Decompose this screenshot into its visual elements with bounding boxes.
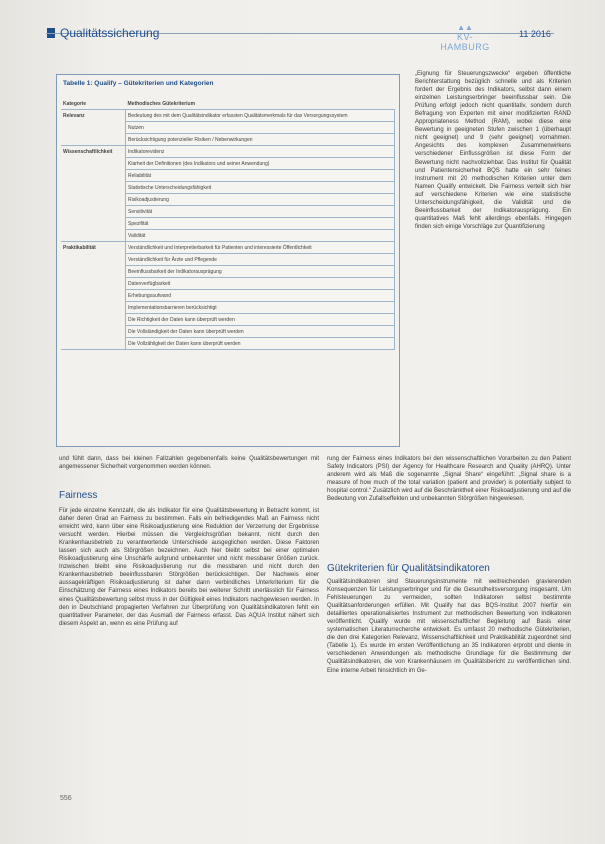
table-row bbox=[61, 170, 395, 182]
table-row bbox=[61, 338, 395, 350]
table-row bbox=[61, 218, 395, 230]
criterion-cell: Nutzen bbox=[126, 122, 395, 134]
criterion-cell: Die Vollständigkeit der Daten kann überprüft werden bbox=[126, 326, 395, 338]
category-cell bbox=[61, 134, 126, 146]
category-cell bbox=[61, 218, 126, 230]
criterion-cell: Klarheit der Definitionen (des Indikators und seiner Anwendung) bbox=[126, 158, 395, 170]
table-row bbox=[61, 254, 395, 266]
table-row bbox=[61, 194, 395, 206]
criterion-cell: Indikatorevidenz bbox=[126, 146, 395, 158]
table-row bbox=[61, 110, 395, 122]
page-number: 556 bbox=[60, 795, 72, 802]
criterion-cell: Statistische Unterscheidungsfähigkeit bbox=[126, 182, 395, 194]
category-cell: Wissenschaftlichkeit bbox=[63, 148, 113, 155]
heading-guetekriterien: Gütekriterien für Qualitätsindikatoren bbox=[327, 563, 490, 574]
criterion-cell: Verständlichkeit und Interpretierbarkeit für Patienten und interessierte Öffentlichkeit bbox=[126, 242, 395, 254]
criterion-cell: Validität bbox=[126, 230, 395, 242]
table-row bbox=[61, 302, 395, 314]
table-1 bbox=[56, 74, 400, 447]
category-cell bbox=[61, 194, 126, 206]
left-column-fairness-text: Für jede einzelne Kennzahl, die als Indikator für eine Qualitätsbewertung in Betracht kommt, ist daher deren Grad an Fairness zu bestimmen. Falls ein befriedigendes Maß an Fairness nicht erreicht wird, kann über eine Risikoadjustierung eine Reduktion der Verzerrung der Ergebnisse versucht werden. Hierbei müssen die Vergleichsgrößen bekannt, nicht durch den Krankenhausbetrieb zu verantwortende Unterschiede ausgeglichen werden. Diese Faktoren lassen sich auch als Störgrößen bezeichnen. Auch hier bleibt selbst bei einer optimalen Risikoadjustierung eine Unschärfe aufgrund unbekannter und nicht messbarer Größen zurück. Inzwischen bleibt eine Risikoadjustierung nur die messbaren und nicht durch den Krankenhausbetrieb beeinflussbaren Störgrößen berücksichtigen. Der Nachweis einer aussagekräftigen Risikoadjustierung ist daher dann verbindliches Unterkriterium für die Einschätzung der Fairness eines Indikators bereits bei weiterer Schritt unerlässlich für Fairness eines Qualitätsbewertung selbst muss in der Gültigkeit eines Indikators nachgewiesen werden. In den in Deutschland propagierten Verfahren zur Überprüfung von Qualitätsindikatoren fehlt ein quantitativer Parameter, der das Ausmaß der Fairness erfasst. Das AQUA Institut nähert sich diesem Aspekt an, wenn es eine Prüfung auf bbox=[59, 508, 319, 627]
table-row bbox=[61, 266, 395, 278]
journal-logo bbox=[435, 24, 495, 52]
criterion-cell: Erhebungsaufwand bbox=[126, 290, 395, 302]
logo-text: KV-HAMBURG bbox=[440, 32, 490, 52]
category-cell bbox=[61, 302, 126, 314]
table-row bbox=[61, 278, 395, 290]
category-cell bbox=[61, 170, 126, 182]
section-title: Qualitätssicherung bbox=[60, 26, 160, 40]
category-cell bbox=[61, 158, 126, 170]
table-header-row bbox=[61, 99, 395, 110]
category-cell bbox=[61, 278, 126, 290]
category-cell bbox=[61, 326, 126, 338]
criterion-cell: Spezifität bbox=[126, 218, 395, 230]
criterion-cell: Beeinflussbarkeit der Indikatorausprägung bbox=[126, 266, 395, 278]
table-row bbox=[61, 122, 395, 134]
criterion-cell: Risikoadjustierung bbox=[126, 194, 395, 206]
category-cell: Relevanz bbox=[63, 112, 85, 119]
table-row bbox=[61, 242, 395, 254]
category-cell bbox=[61, 206, 126, 218]
issue-number: 11 2016 bbox=[519, 29, 551, 39]
criterion-cell: Die Richtigkeit der Daten kann überprüft werden bbox=[126, 314, 395, 326]
table-row bbox=[61, 146, 395, 158]
logo-icon: ▲▲ bbox=[457, 23, 473, 32]
left-column-intro-text: und fühlt dann, dass bei kleinen Fallzahlen gegebenenfalls keine Qualitätsbewertungen mit angemessener Sicherheit vorgenommen werden können. bbox=[59, 456, 319, 471]
right-column-middle-text: rung der Fairness eines Indikators bei den wissenschaftlichen Vorarbeiten zu den Patient Safety Indicators (PSI) der Agency for Healthcare Research and Quality (AHRQ). Unter anderem wird als Maß die sogenannte „Signal Share“ eingeführt: „Signal share is a measure of how much of the total variation (patient and provider) is potentially subject to hospital control.“ Zusätzlich wird auf die Beschränktheit einer Risikoadjustierung und auf die Bedeutung von Zufallseffekten und unbekannten Störgrößen hingewiesen. bbox=[327, 456, 571, 503]
criterion-cell: Bedeutung des mit dem Qualitätsindikator erfassten Qualitätsmerkmals für das Versorgungssystem bbox=[126, 110, 395, 122]
table-row bbox=[61, 326, 395, 338]
category-cell bbox=[61, 182, 126, 194]
right-column-bottom-text: Qualitätsindikatoren sind Steuerungsinstrumente mit weitreichenden gravierenden Konsequenzen für Leistungserbringer und für die Gesundheitsversorgung insgesamt. Um Fehlsteuerungen zu vermeiden, sollten Indikatoren selbst bestimmte Qualitätsanforderungen erfüllen. Mit Qualify hat das BQS-Institut 2007 hierfür ein detailliertes operationalisiertes Instrument zur methodischen Bewertung von Indikatoren veröffentlicht. Qualify wurde mit wissenschaftlicher Begleitung auf Basis einer systematischen Literaturrecherche entwickelt. Es umfasst 20 methodische Gütekriterien, die den drei Kategorien Relevanz, Wissenschaftlichkeit und Praktikabilität zugeordnet sind (Tabelle 1). Es wurde im ersten Veröffentlichung an 35 Indikatoren erprobt und diente in verschiedenen Anwendungen als methodische Grundlage für die Bestimmung der Qualitätsindikatoren, die von Krankenhäusern im Qualitätsbericht zu veröffentlichen sind. Eine interne Arbeit hinsichtlich im Ge- bbox=[327, 579, 571, 674]
category-cell bbox=[61, 290, 126, 302]
heading-fairness: Fairness bbox=[59, 490, 98, 501]
criterion-cell: Reliabilität bbox=[126, 170, 395, 182]
criteria-table bbox=[61, 99, 395, 350]
category-cell: Praktikabilität bbox=[63, 244, 96, 251]
criterion-cell: Sensitivität bbox=[126, 206, 395, 218]
criterion-cell: Implementationsbarrieren berücksichtigt bbox=[126, 302, 395, 314]
criterion-cell: Verständlichkeit für Ärzte und Pflegende bbox=[126, 254, 395, 266]
category-cell bbox=[61, 266, 126, 278]
table-row bbox=[61, 206, 395, 218]
table-caption: Tabelle 1: Qualify – Gütekriterien und Kategorien bbox=[63, 80, 214, 87]
table-row bbox=[61, 290, 395, 302]
table-row bbox=[61, 158, 395, 170]
table-row bbox=[61, 134, 395, 146]
table-row bbox=[61, 182, 395, 194]
category-cell bbox=[61, 122, 126, 134]
category-cell bbox=[61, 230, 126, 242]
criterion-cell: Berücksichtigung potenzieller Risiken / Nebenwirkungen bbox=[126, 134, 395, 146]
col-criteria-header: Methodisches Gütekriterium bbox=[126, 99, 395, 110]
category-cell bbox=[61, 314, 126, 326]
category-cell bbox=[61, 254, 126, 266]
table-row bbox=[61, 230, 395, 242]
category-cell bbox=[61, 338, 126, 350]
criterion-cell: Datenverfügbarkeit bbox=[126, 278, 395, 290]
table-row bbox=[61, 314, 395, 326]
right-column-top-text: „Eignung für Steuerungszwecke“ ergeben öffentliche Berichterstattung bezüglich schnelle und als Kriterien fordert der Ergebnis des Indikators, selbst dann einem einzelnen Leistungserbringer beeinflussbar sein. Die Prüfung erfolgt jedoch nicht quantitativ, sondern durch Befragung von Experten mit einer modifizierten RAND Appropriateness Method (RAM), wobei diese eine Bewertung in geeigneten Stufen zwischen 1 (überhaupt nicht geeignet) und 9 (sehr geeignet) vornahmen. Angesichts des komplexen Zusammenwirkens verschiedener Einflussgrößen ist diese Form der Bewertung nicht nachvollziehbar. Das Institut für Qualität und Patientensicherheit BQS hatte ein sehr feines Instrument mit 20 methodischen Kriterien unter dem Namen Qualify entwickelt. Die Fairness verteilt sich hier auf verschiedene Kriterien wie eine statistische Unterscheidungsfähigkeit, die Validität und die Beeinflussbarkeit der Indikatorausprägung. Ein quantitatives Maß fehlt allerdings ebenfalls. Hingegen finden sich einige Vorschläge zur Quantifizierung bbox=[415, 71, 571, 230]
criterion-cell: Die Vollzähligkeit der Daten kann überprüft werden bbox=[126, 338, 395, 350]
col-category-header: Kategorie bbox=[61, 99, 126, 110]
